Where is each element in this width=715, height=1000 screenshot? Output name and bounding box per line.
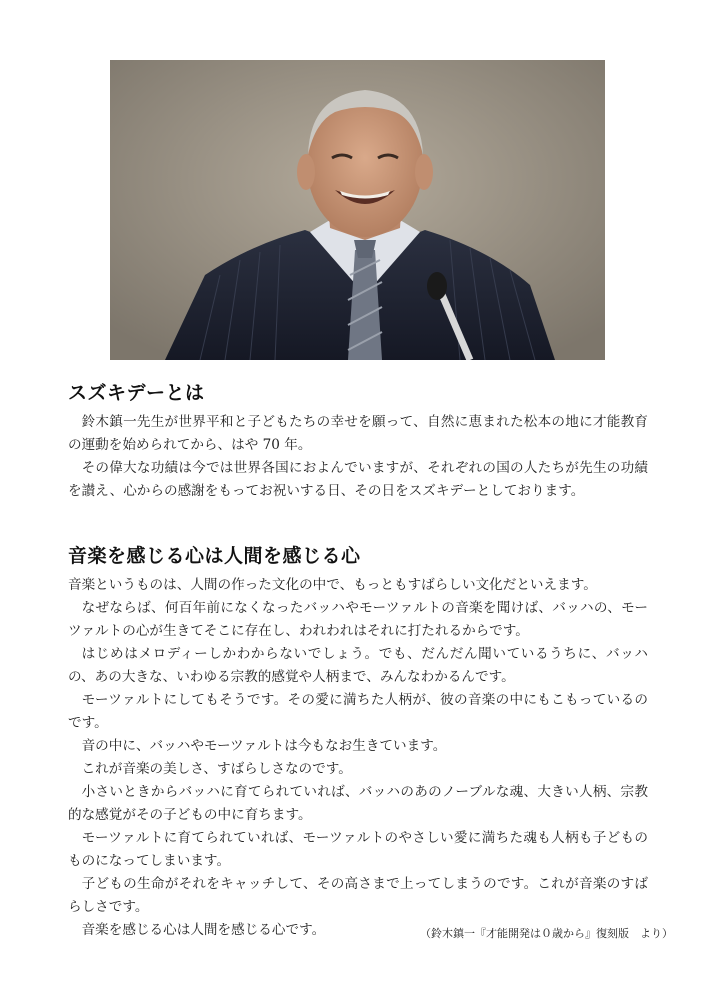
paragraph: はじめはメロディーしかわからないでしょう。でも、だんだん聞いているうちに、バッハの、あの大きな、いわゆる宗教的感覚や人柄まで、みんなわかるんです。	[68, 646, 648, 685]
paragraph: 音楽というものは、人間の作った文化の中で、もっともすばらしい文化だといえます。	[68, 577, 597, 593]
section-heading: スズキデーとは	[68, 382, 205, 404]
paragraph: 音の中に、バッハやモーツァルトは今もなお生きています。	[81, 738, 447, 754]
portrait-photo	[110, 60, 605, 360]
paragraph: 音楽を感じる心は人間を感じる心です。	[81, 922, 326, 938]
paragraph: その偉大な功績は今では世界各国におよんでいますが、それぞれの国の人たちが先生の功績を讃え、心からの感謝をもってお祝いする日、その日をスズキデーとしております。	[68, 460, 648, 499]
paragraph: 小さいときからバッハに育てられていれば、バッハのあのノーブルな魂、大きい人柄、宗教的な感覚がその子どもの中に育ちます。	[68, 784, 648, 823]
paragraph: なぜならば、何百年前になくなったバッハやモーツァルトの音楽を聞けば、バッハの、モーツァルトの心が生きてそこに存在し、われわれはそれに打たれるからです。	[68, 600, 648, 639]
portrait-image	[110, 60, 605, 360]
paragraph: これが音楽の美しさ、すばらしさなのです。	[81, 761, 352, 777]
section-heading: 音楽を感じる心は人間を感じる心	[68, 545, 361, 567]
paragraph: 鈴木鎮一先生が世界平和と子どもたちの幸せを願って、自然に恵まれた松本の地に才能教育の運動を始められてから、はや 70 年。	[68, 414, 648, 453]
source-citation: （鈴木鎮一『才能開発は０歳から』復刻版 より）	[420, 927, 673, 940]
section-music-heart	[68, 541, 648, 942]
section-suzuki-day	[68, 378, 648, 503]
paragraph: モーツァルトにしてもそうです。その愛に満ちた人柄が、彼の音楽の中にもこもっているのです。	[68, 692, 648, 731]
paragraph: モーツァルトに育てられていれば、モーツァルトのやさしい愛に満ちた魂も人柄も子どものものになってしまいます。	[68, 830, 648, 869]
paragraph: 子どもの生命がそれをキャッチして、その高さまで上ってしまうのです。これが音楽のすばらしさです。	[68, 876, 648, 915]
